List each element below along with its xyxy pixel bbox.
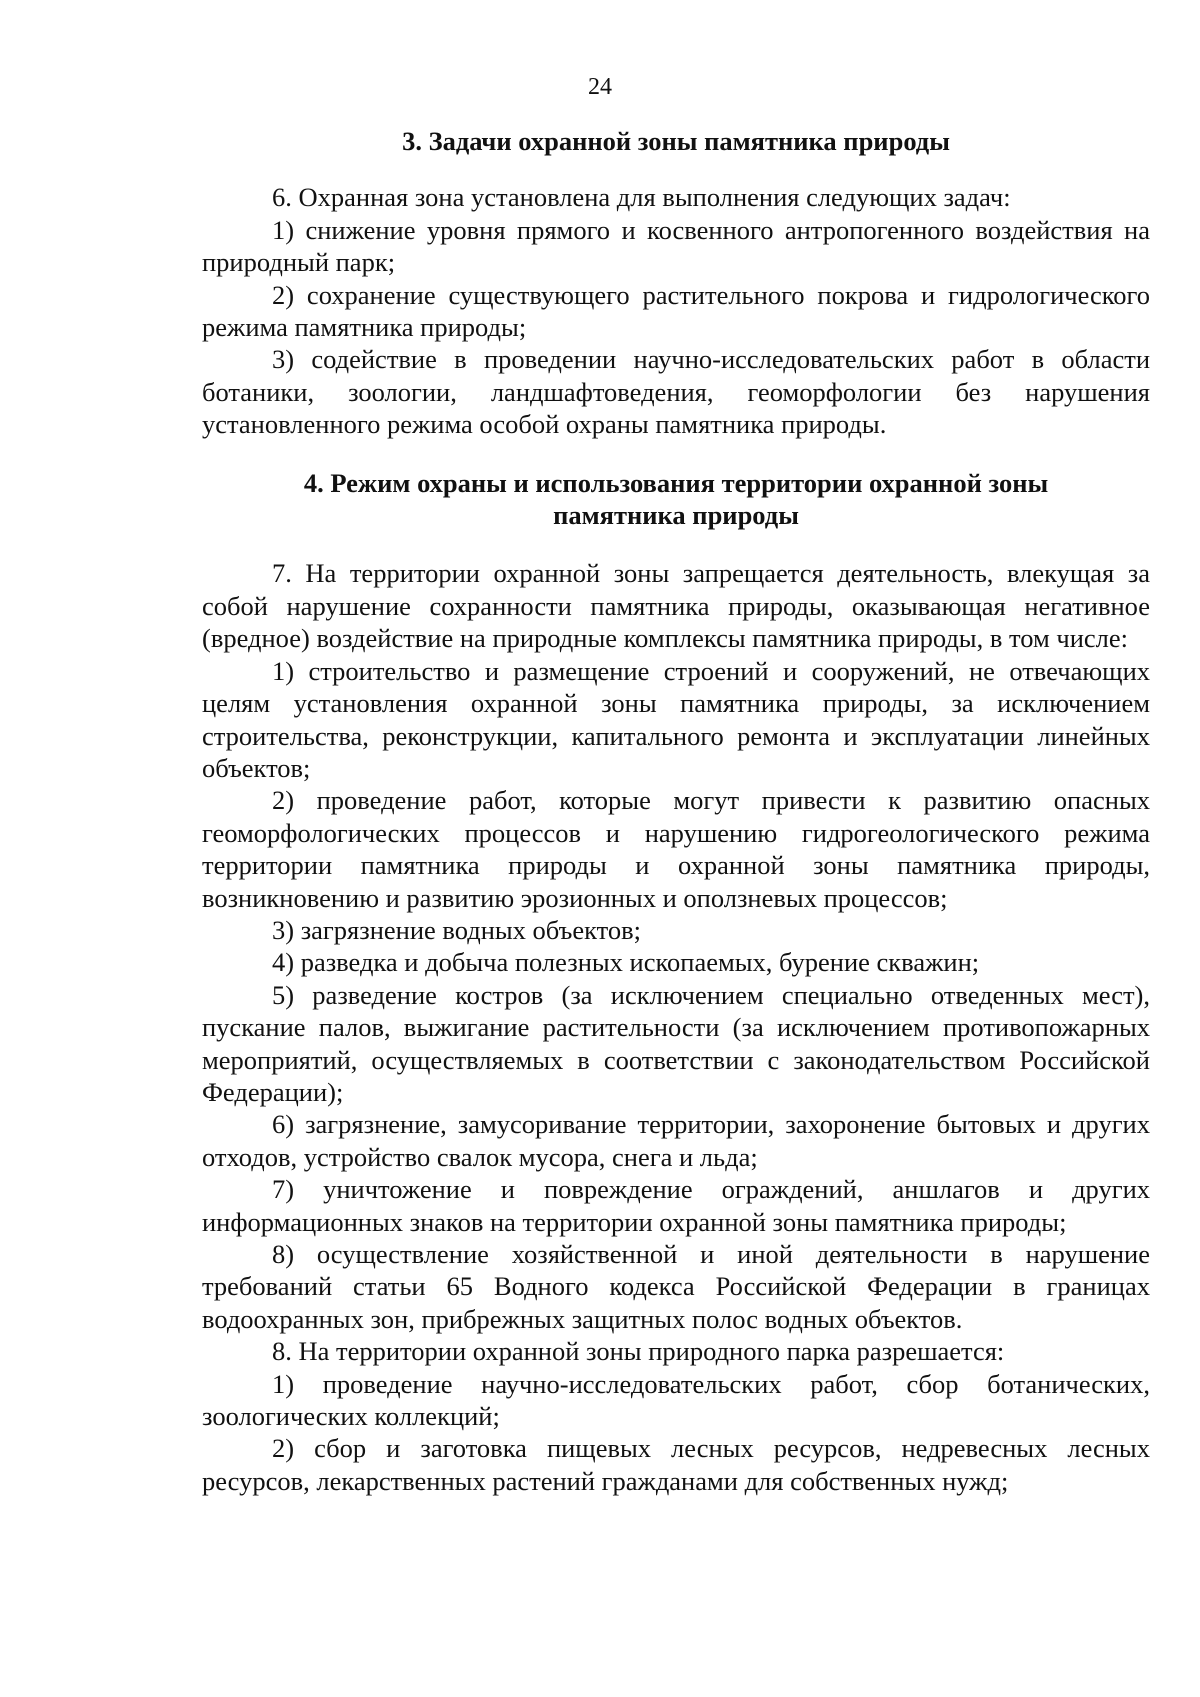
section-4-paragraph: 7) уничтожение и повреждение ограждений, аншлагов и других информационных знаков на территории охранной зоны памятника природы; bbox=[202, 1174, 1150, 1237]
section-4-paragraph: 2) проведение работ, которые могут привести к развитию опасных геоморфологических процессов и нарушению гидрогеологического режима территории памятника природы и охранной зоны памятника природы, возникновению и развитию эрозионных и оползневых процессов; bbox=[202, 785, 1150, 913]
section-4-heading bbox=[202, 467, 1150, 532]
section-4-heading-line: 4. Режим охраны и использования территории охранной зоны bbox=[303, 467, 1049, 498]
page-number: 24 bbox=[588, 74, 612, 100]
section-3-paragraph: 2) сохранение существующего растительного покрова и гидрологического режима памятника природы; bbox=[202, 279, 1150, 343]
section-4-paragraph: 8. На территории охранной зоны природного парка разрешается: bbox=[272, 1336, 1005, 1367]
section-3-paragraph: 3) содействие в проведении научно-исследовательских работ в области ботаники, зоологии, ландшафтоведения, геоморфологии без нарушения установленного режима особой охраны памятника природы. bbox=[202, 344, 1150, 440]
section-3-heading: 3. Задачи охранной зоны памятника природы bbox=[402, 126, 950, 156]
section-4-paragraph: 8) осуществление хозяйственной и иной деятельности в нарушение требований статьи 65 Водного кодекса Российской Федерации в границах водоохранных зон, прибрежных защитных полос водных объектов. bbox=[202, 1239, 1150, 1334]
section-4-paragraph: 4) разведка и добыча полезных ископаемых, бурение скважин; bbox=[272, 947, 980, 978]
section-4-paragraph: 1) проведение научно-исследовательских работ, сбор ботанических, зоологических коллекций; bbox=[202, 1368, 1150, 1432]
section-4-paragraph: 7. На территории охранной зоны запрещается деятельность, влекущая за собой нарушение сохранности памятника природы, оказывающая негативное (вредное) воздействие на природные комплексы памятника природы, в том числе: bbox=[202, 558, 1150, 654]
section-4-paragraph: 3) загрязнение водных объектов; bbox=[272, 914, 641, 945]
section-4-paragraph: 5) разведение костров (за исключением специально отведенных мест), пускание палов, выжигание растительности (за исключением противопожарных мероприятий, осуществляемых в соответствии с законодательством Российской Федерации); bbox=[202, 979, 1150, 1107]
section-4-heading-line: памятника природы bbox=[553, 500, 799, 531]
document-body bbox=[202, 125, 1150, 1497]
section-4-paragraph: 2) сбор и заготовка пищевых лесных ресурсов, недревесных лесных ресурсов, лекарственных растений гражданами для собственных нужд; bbox=[202, 1433, 1150, 1496]
section-4-paragraph: 1) строительство и размещение строений и сооружений, не отвечающих целям установления охранной зоны памятника природы, за исключением строительства, реконструкции, капитального ремонта и эксплуатации линейных объектов; bbox=[202, 655, 1150, 783]
section-4-paragraph: 6) загрязнение, замусоривание территории, захоронение бытовых и других отходов, устройство свалок мусора, снега и льда; bbox=[202, 1109, 1150, 1172]
section-3-paragraph: 1) снижение уровня прямого и косвенного антропогенного воздействия на природный парк; bbox=[202, 214, 1150, 278]
section-3-paragraph: 6. Охранная зона установлена для выполнения следующих задач: bbox=[272, 182, 1011, 213]
